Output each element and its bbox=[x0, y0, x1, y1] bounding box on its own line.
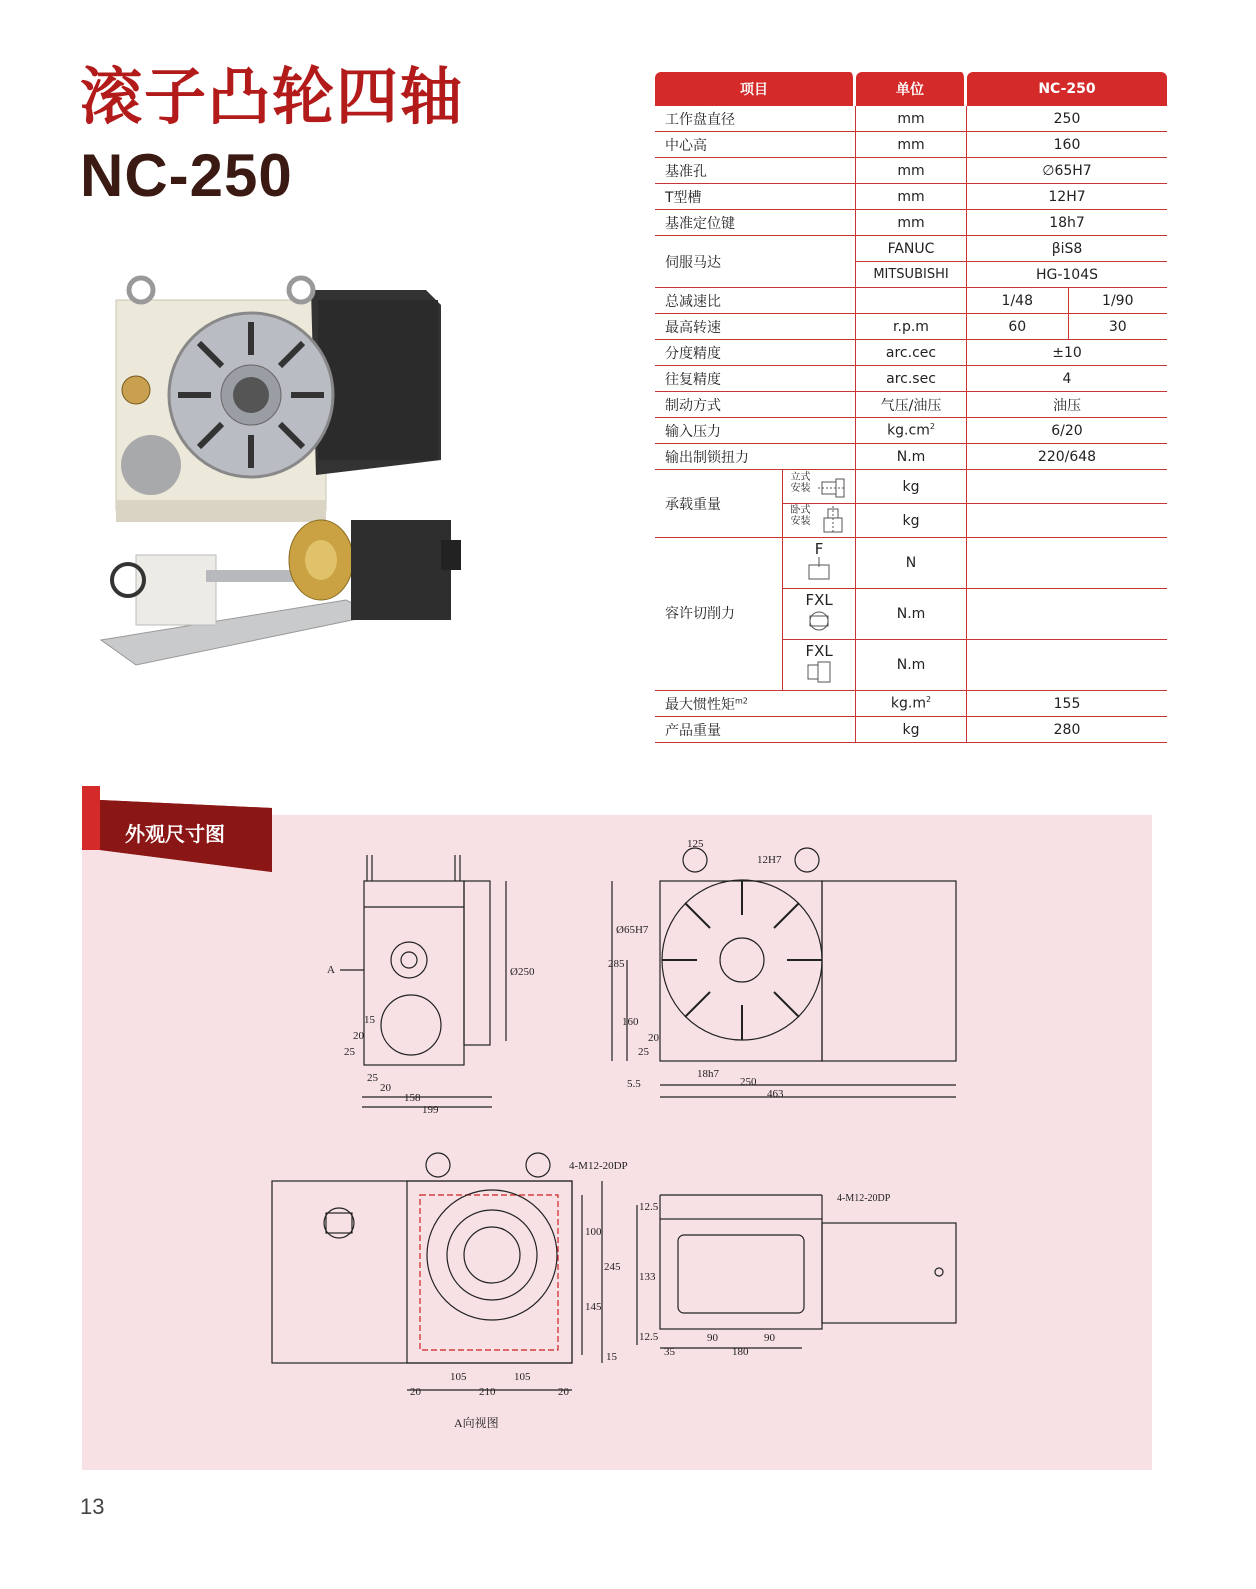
row-value: 30 bbox=[1069, 314, 1167, 340]
dim-top-90a: 90 bbox=[707, 1332, 718, 1344]
table-row bbox=[655, 340, 1167, 366]
cut-sub bbox=[783, 538, 856, 589]
dim-top-125a: 12.5 bbox=[639, 1201, 659, 1213]
row-value: HG-104S bbox=[967, 262, 1167, 288]
unit-text: kg.m bbox=[890, 695, 926, 712]
dim-front-20: 20 bbox=[648, 1032, 659, 1044]
row-value: 1/90 bbox=[1069, 288, 1167, 314]
spec-table bbox=[655, 72, 1167, 743]
dim-plan-145: 145 bbox=[585, 1301, 602, 1313]
row-value bbox=[967, 640, 1167, 691]
row-unit: mm bbox=[856, 132, 967, 158]
dim-plan-100: 100 bbox=[585, 1226, 602, 1238]
horizontal-mount-icon bbox=[816, 506, 850, 536]
load-sub bbox=[783, 504, 856, 538]
row-unit: kg bbox=[856, 717, 967, 743]
label-text: 最大惯性矩 bbox=[665, 696, 735, 713]
dim-front-125: 125 bbox=[687, 838, 704, 850]
page-number: 13 bbox=[80, 1494, 105, 1519]
unit-sup: 2 bbox=[929, 422, 935, 432]
cut-sub bbox=[783, 640, 856, 691]
row-value: 1/48 bbox=[967, 288, 1069, 314]
table-row bbox=[655, 691, 1167, 717]
row-label: 输出制锁扭力 bbox=[655, 444, 856, 470]
table-row bbox=[655, 366, 1167, 392]
row-label: 产品重量 bbox=[655, 717, 856, 743]
row-unit: FANUC bbox=[856, 236, 967, 262]
label-sup: m2 bbox=[735, 695, 748, 705]
dim-side-199: 199 bbox=[422, 1104, 439, 1116]
row-label: 总减速比 bbox=[655, 288, 856, 314]
row-label: 往复精度 bbox=[655, 366, 856, 392]
dimension-labels bbox=[327, 838, 891, 1430]
dim-front-12H7: 12H7 bbox=[757, 854, 782, 866]
dim-plan-105b: 105 bbox=[514, 1371, 531, 1383]
row-label: 工作盘直径 bbox=[655, 106, 856, 132]
dim-side-15: 15 bbox=[364, 1014, 375, 1026]
view-label: A向视图 bbox=[454, 1416, 499, 1430]
tilt-force-icon bbox=[804, 657, 834, 685]
unit-sup: 2 bbox=[926, 695, 932, 705]
dim-plan-20a: 20 bbox=[410, 1386, 421, 1398]
cut-sub bbox=[783, 589, 856, 640]
table-row bbox=[655, 314, 1167, 340]
row-unit: mm bbox=[856, 106, 967, 132]
row-unit: mm bbox=[856, 184, 967, 210]
row-unit: N.m bbox=[856, 640, 967, 691]
dim-side-158: 158 bbox=[404, 1092, 421, 1104]
row-value: 280 bbox=[967, 717, 1167, 743]
dim-side-A: A bbox=[327, 964, 335, 976]
dim-front-160: 160 bbox=[622, 1016, 639, 1028]
row-unit: arc.sec bbox=[856, 366, 967, 392]
row-unit: kg bbox=[856, 470, 967, 504]
front-view bbox=[612, 848, 956, 1097]
load-sub-label: 立式安装 bbox=[790, 472, 811, 494]
dim-plan-105a: 105 bbox=[450, 1371, 467, 1383]
cut-sub-label: FXL bbox=[805, 590, 833, 609]
dim-plan-m12: 4-M12-20DP bbox=[569, 1160, 628, 1172]
vertical-mount-icon bbox=[816, 475, 850, 501]
row-value bbox=[967, 589, 1167, 640]
row-label: T型槽 bbox=[655, 184, 856, 210]
top-view bbox=[637, 1195, 956, 1348]
row-value: 220/648 bbox=[967, 444, 1167, 470]
plan-view bbox=[272, 1153, 602, 1390]
dim-front-55: 5.5 bbox=[627, 1078, 641, 1090]
row-unit: 气压/油压 bbox=[856, 392, 967, 418]
table-row bbox=[655, 158, 1167, 184]
row-value: 4 bbox=[967, 366, 1167, 392]
table-row bbox=[655, 236, 1167, 262]
row-value: 6/20 bbox=[967, 418, 1167, 444]
dim-plan-15: 15 bbox=[606, 1351, 617, 1363]
row-unit: mm bbox=[856, 158, 967, 184]
row-value bbox=[967, 504, 1167, 538]
row-value bbox=[967, 538, 1167, 589]
cut-sub-label: FXL bbox=[805, 641, 833, 660]
row-unit bbox=[856, 288, 967, 314]
table-row bbox=[655, 288, 1167, 314]
dim-plan-245: 245 bbox=[604, 1261, 621, 1273]
product-photo bbox=[96, 270, 476, 690]
table-row bbox=[655, 444, 1167, 470]
row-value: 160 bbox=[967, 132, 1167, 158]
product-title: 滚子凸轮四轴 bbox=[80, 60, 465, 133]
row-unit: kg bbox=[856, 504, 967, 538]
product-model: NC-250 bbox=[80, 142, 293, 209]
axial-force-icon bbox=[804, 555, 834, 583]
dim-side-d250: Ø250 bbox=[510, 966, 535, 978]
col-header-item: 项目 bbox=[655, 72, 856, 106]
dim-top-m12: 4-M12-20DP bbox=[837, 1193, 891, 1204]
row-unit: r.p.m bbox=[856, 314, 967, 340]
dim-top-35: 35 bbox=[664, 1346, 675, 1358]
dim-side-25b: 25 bbox=[367, 1072, 378, 1084]
row-unit: arc.cec bbox=[856, 340, 967, 366]
row-value: 12H7 bbox=[967, 184, 1167, 210]
row-label: 承载重量 bbox=[655, 470, 783, 538]
moment-force-icon bbox=[804, 606, 834, 634]
side-view bbox=[340, 855, 506, 1107]
row-value: ±10 bbox=[967, 340, 1167, 366]
row-label: 伺服马达 bbox=[655, 236, 856, 288]
col-header-unit: 单位 bbox=[856, 72, 967, 106]
row-value: 60 bbox=[967, 314, 1069, 340]
dim-side-20: 20 bbox=[353, 1030, 364, 1042]
dim-front-250: 250 bbox=[740, 1076, 757, 1088]
row-unit: N bbox=[856, 538, 967, 589]
row-value: 250 bbox=[967, 106, 1167, 132]
dim-top-180: 180 bbox=[732, 1346, 749, 1358]
row-value: 155 bbox=[967, 691, 1167, 717]
row-label bbox=[655, 691, 856, 717]
row-unit bbox=[856, 691, 967, 717]
table-row bbox=[655, 106, 1167, 132]
dim-front-285: 285 bbox=[608, 958, 625, 970]
dim-side-25a: 25 bbox=[344, 1046, 355, 1058]
load-sub bbox=[783, 470, 856, 504]
load-sub-label: 卧式安装 bbox=[790, 505, 811, 527]
row-unit: N.m bbox=[856, 444, 967, 470]
row-label: 容许切削力 bbox=[655, 538, 783, 691]
section-title: 外观尺寸图 bbox=[125, 822, 225, 846]
dim-front-25: 25 bbox=[638, 1046, 649, 1058]
dim-top-90b: 90 bbox=[764, 1332, 775, 1344]
dim-front-65H7: Ø65H7 bbox=[616, 924, 649, 936]
table-row bbox=[655, 132, 1167, 158]
dim-front-463: 463 bbox=[767, 1088, 784, 1100]
row-label: 中心高 bbox=[655, 132, 856, 158]
dim-side-20b: 20 bbox=[380, 1082, 391, 1094]
table-row bbox=[655, 418, 1167, 444]
row-value: ∅65H7 bbox=[967, 158, 1167, 184]
table-row bbox=[655, 392, 1167, 418]
row-unit: N.m bbox=[856, 589, 967, 640]
dim-plan-210: 210 bbox=[479, 1386, 496, 1398]
technical-drawings bbox=[82, 815, 1152, 1470]
table-row bbox=[655, 717, 1167, 743]
row-unit bbox=[856, 418, 967, 444]
col-header-model: NC-250 bbox=[967, 72, 1167, 106]
row-label: 基准孔 bbox=[655, 158, 856, 184]
table-row bbox=[655, 470, 1167, 504]
row-value: 油压 bbox=[967, 392, 1167, 418]
row-label: 最高转速 bbox=[655, 314, 856, 340]
unit-text: kg.cm bbox=[887, 422, 930, 439]
row-label: 输入压力 bbox=[655, 418, 856, 444]
dim-plan-20b: 20 bbox=[558, 1386, 569, 1398]
row-value bbox=[967, 470, 1167, 504]
table-row bbox=[655, 184, 1167, 210]
row-unit: mm bbox=[856, 210, 967, 236]
dim-top-133: 133 bbox=[639, 1271, 656, 1283]
row-unit: MITSUBISHI bbox=[856, 262, 967, 288]
dim-front-18h7: 18h7 bbox=[697, 1068, 719, 1080]
row-label: 分度精度 bbox=[655, 340, 856, 366]
dim-top-125b: 12.5 bbox=[639, 1331, 659, 1343]
row-value: βiS8 bbox=[967, 236, 1167, 262]
row-value: 18h7 bbox=[967, 210, 1167, 236]
cut-sub-label: F bbox=[814, 539, 824, 558]
row-label: 基准定位键 bbox=[655, 210, 856, 236]
table-row bbox=[655, 538, 1167, 589]
row-label: 制动方式 bbox=[655, 392, 856, 418]
table-row bbox=[655, 210, 1167, 236]
